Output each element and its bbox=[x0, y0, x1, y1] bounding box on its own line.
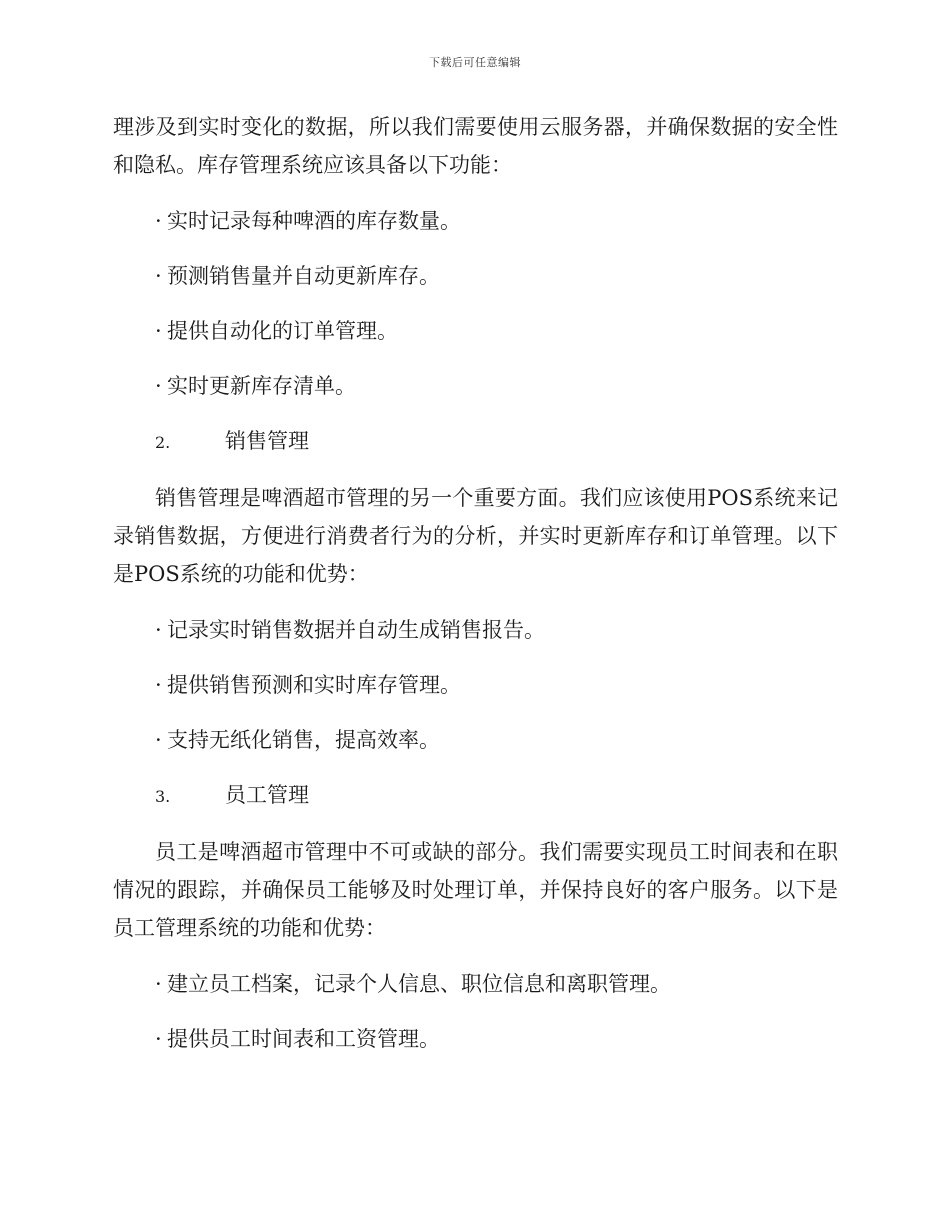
bullet-item bbox=[113, 312, 838, 350]
bullet-dot-icon: · bbox=[155, 264, 162, 288]
paragraph-inventory-intro: 理涉及到实时变化的数据，所以我们需要使用云服务器，并确保数据的安全性和隐私。库存管理系统应该具备以下功能： bbox=[113, 115, 838, 177]
bullet-text: 记录实时销售数据并自动生成销售报告。 bbox=[167, 618, 545, 642]
document-body bbox=[113, 108, 838, 1075]
bullet-text: 提供自动化的订单管理。 bbox=[167, 319, 398, 343]
bullet-text: 提供销售预测和实时库存管理。 bbox=[167, 673, 461, 697]
bullet-item bbox=[113, 721, 838, 759]
bullet-dot-icon: · bbox=[155, 374, 162, 398]
bullet-dot-icon: · bbox=[155, 728, 162, 752]
bullet-text: 实时更新库存清单。 bbox=[167, 374, 356, 398]
section-heading-sales bbox=[113, 422, 838, 462]
bullet-item bbox=[113, 367, 838, 405]
section-title: 员工管理 bbox=[225, 783, 309, 807]
bullet-text: 支持无纸化销售，提高效率。 bbox=[167, 728, 440, 752]
section-title: 销售管理 bbox=[225, 429, 309, 453]
bullet-item bbox=[113, 257, 838, 295]
bullet-dot-icon: · bbox=[155, 673, 162, 697]
bullet-dot-icon: · bbox=[155, 972, 162, 996]
bullet-item bbox=[113, 1020, 838, 1058]
bullet-dot-icon: · bbox=[155, 618, 162, 642]
paragraph-sales: 销售管理是啤酒超市管理的另一个重要方面。我们应该使用POS系统来记录销售数据，方便进行消费者行为的分析，并实时更新库存和订单管理。以下是POS系统的功能和优势： bbox=[113, 486, 838, 586]
bullet-item bbox=[113, 965, 838, 1003]
bullet-item bbox=[113, 202, 838, 240]
paragraph-staff: 员工是啤酒超市管理中不可或缺的部分。我们需要实现员工时间表和在职情况的跟踪，并确保员工能够及时处理订单，并保持良好的客户服务。以下是员工管理系统的功能和优势： bbox=[113, 840, 838, 940]
page-header: 下载后可任意编辑 bbox=[429, 56, 521, 69]
bullet-text: 预测销售量并自动更新库存。 bbox=[167, 264, 440, 288]
bullet-text: 建立员工档案，记录个人信息、职位信息和离职管理。 bbox=[167, 972, 671, 996]
bullet-text: 提供员工时间表和工资管理。 bbox=[167, 1027, 440, 1051]
bullet-dot-icon: · bbox=[155, 209, 162, 233]
bullet-text: 实时记录每种啤酒的库存数量。 bbox=[167, 209, 461, 233]
bullet-dot-icon: · bbox=[155, 1027, 162, 1051]
section-heading-staff bbox=[113, 776, 838, 816]
section-number: 3. bbox=[155, 787, 171, 806]
bullet-dot-icon: · bbox=[155, 319, 162, 343]
bullet-item bbox=[113, 666, 838, 704]
bullet-item bbox=[113, 611, 838, 649]
section-number: 2. bbox=[155, 433, 171, 452]
